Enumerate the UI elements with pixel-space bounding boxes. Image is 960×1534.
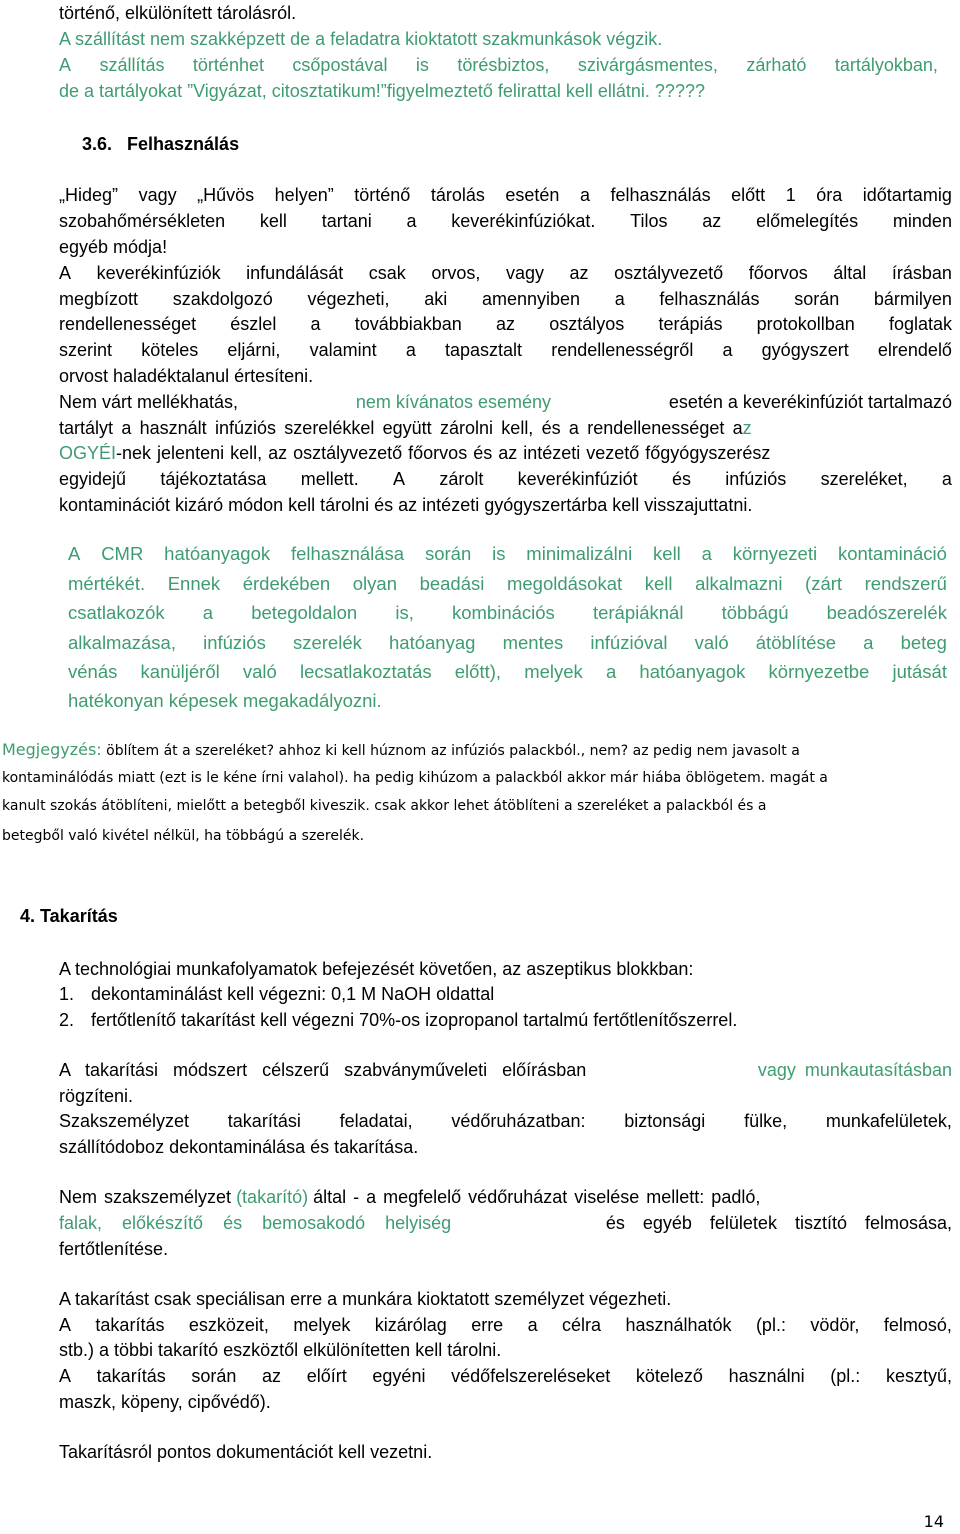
word: olyan	[352, 573, 397, 594]
word: beadószerelék	[826, 602, 947, 623]
word: helyen”	[274, 185, 334, 205]
word: rendszerű	[864, 573, 947, 594]
word: „Hideg”	[59, 185, 119, 205]
word: a	[863, 632, 874, 653]
word: amennyiben	[481, 289, 581, 309]
word: infúziós	[203, 632, 266, 653]
word: az	[262, 1366, 282, 1386]
text-span: által - a megfelelő védőruházat viselése mellett: padló,	[313, 1187, 761, 1207]
word: továbbiakban	[354, 314, 462, 334]
word: köteles	[141, 340, 199, 360]
word: (pl.:	[830, 1366, 861, 1386]
cmr-line: hatékonyan képesek megakadályozni.	[68, 690, 382, 711]
word: terápiáknál	[592, 602, 684, 623]
word: keverékinfúziók	[96, 263, 221, 283]
paragraph-line: A technológiai munkafolyamatok befejezését követően, az aszeptikus blokkban:	[59, 959, 694, 979]
word: esetén	[505, 185, 560, 205]
word: szivárgásmentes,	[577, 55, 718, 75]
word: hatóanyagok	[639, 661, 746, 682]
highlighted-text: z	[742, 418, 752, 438]
word: is	[492, 543, 506, 564]
word: érdekében	[242, 573, 331, 594]
word: használni	[728, 1366, 805, 1386]
word: tájékoztatása	[160, 469, 267, 489]
word: beadási	[419, 573, 485, 594]
note-label: Megjegyzés:	[2, 740, 102, 759]
word: Szakszemélyzet	[59, 1111, 190, 1131]
word: eljárni,	[227, 340, 281, 360]
word: takarítás	[96, 1366, 166, 1386]
word: protokollban	[756, 314, 855, 334]
word: az	[569, 263, 589, 283]
word: infúzióval	[590, 632, 668, 653]
word: tárolás	[430, 185, 485, 205]
text-span: esetén a keverékinfúziót tartalmazó	[668, 392, 952, 412]
word: észlel	[230, 314, 277, 334]
paragraph-line: kontaminációt kizáró módon kell tárolni és az intézeti gyógyszertárba kell visszajuttatni.	[59, 495, 753, 515]
paragraph-line	[59, 288, 952, 310]
word: mértékét.	[68, 573, 146, 594]
word: történő	[354, 185, 411, 205]
word: a	[941, 469, 952, 489]
word: a	[701, 543, 712, 564]
word: többágú	[721, 602, 789, 623]
word: orvos,	[431, 263, 481, 283]
note-text: öblítem át a szereléket? ahhoz ki kell húznom az infúziós palackból., nem? az pedig nem javasolt a	[106, 743, 800, 759]
word: való	[242, 661, 277, 682]
word: főorvos	[748, 263, 808, 283]
word: előmelegítés	[756, 211, 859, 231]
paragraph-line: A takarítást csak speciálisan erre a munkára kioktatott személyzet végezheti.	[59, 1289, 672, 1309]
section-heading: 3.6. Felhasználás	[82, 134, 240, 154]
word: kell	[259, 211, 287, 231]
paragraph-line	[59, 1186, 760, 1208]
paragraph-line: orvost haladéktalanul értesíteni.	[59, 366, 314, 386]
word: által	[833, 263, 867, 283]
text-span: és egyéb felületek tisztító felmosása,	[605, 1213, 952, 1233]
note-line: kanult szokás átöblíteni, mielőtt a betegből kiveszik. csak akkor lehet átöblíteni a szereléket a palackból és a	[2, 798, 767, 814]
word: vénás	[68, 661, 118, 682]
paragraph-line	[59, 391, 952, 413]
paragraph-line	[59, 1314, 952, 1336]
word: óra	[816, 185, 843, 205]
paragraph-line: rögzíteni.	[59, 1086, 134, 1106]
paragraph-line: stb.) a többi takarító eszköztől elkülönítetten kell tárolni.	[59, 1340, 502, 1360]
word: mentes	[502, 632, 564, 653]
text-span: tartályt a használt infúziós szerelékkel együtt zárolni kell, és a rendellenességet a	[59, 418, 743, 438]
text-line: A szállítást nem szakképzett de a feladatra kioktatott szakmunkások végzik.	[59, 29, 663, 49]
word: tartályokban,	[834, 55, 938, 75]
word: melyek	[293, 1315, 351, 1335]
word: felhasználása	[290, 543, 405, 564]
word: zárolt	[439, 469, 484, 489]
paragraph-line	[59, 1212, 952, 1234]
word: átöblítése	[755, 632, 836, 653]
word: történhet	[192, 55, 264, 75]
note-line	[2, 741, 800, 760]
word: felhasználás	[610, 185, 711, 205]
word: (pl.:	[755, 1315, 786, 1335]
word: végezheti,	[307, 289, 390, 309]
text-span: Nem várt mellékhatás,	[59, 392, 239, 412]
word: terápiás	[658, 314, 723, 334]
word: a	[527, 1315, 538, 1335]
paragraph-line	[59, 184, 952, 206]
word: a	[579, 185, 590, 205]
word: törésbiztos,	[457, 55, 550, 75]
word: A	[59, 55, 72, 75]
word: az	[496, 314, 516, 334]
paragraph-line: egyéb módja!	[59, 237, 168, 257]
word: felhasználás	[659, 289, 760, 309]
list-number: 1.	[59, 984, 75, 1004]
word: tartani	[321, 211, 372, 231]
word: való	[694, 632, 729, 653]
list-text: fertőtlenítő takarítást kell végezni 70%-os izopropanol tartalmú fertőtlenítőszerrel.	[91, 1010, 738, 1030]
word: a	[202, 602, 214, 623]
highlighted-text: nem kívánatos esemény	[355, 392, 551, 412]
paragraph-line: Takarításról pontos dokumentációt kell vezetni.	[59, 1442, 433, 1462]
word: tapasztalt	[445, 340, 523, 360]
word: időtartamig	[862, 185, 952, 205]
word: használhatók	[625, 1315, 732, 1335]
word: szereléket,	[820, 469, 908, 489]
word: a	[310, 314, 321, 334]
word: minden	[892, 211, 952, 231]
word: célra	[562, 1315, 602, 1335]
word: takarítási	[227, 1111, 301, 1131]
word: (zárt	[805, 573, 843, 594]
word: kötelező	[635, 1366, 703, 1386]
word: védőruházatban:	[451, 1111, 586, 1131]
text-span: -nek jelenteni kell, az osztályvezető főorvos és az intézeti vezető főgyógyszerész	[116, 443, 771, 463]
word: kontamináció	[837, 543, 947, 564]
word: beteg	[900, 632, 947, 653]
word: gyógyszert	[761, 340, 849, 360]
word: elrendelő	[877, 340, 952, 360]
word: szerint	[59, 340, 113, 360]
word: vödör,	[810, 1315, 860, 1335]
paragraph-line: szállítódoboz dekontaminálása és takarítása.	[59, 1137, 419, 1157]
word: zárható	[746, 55, 807, 75]
word: szerelék	[292, 632, 362, 653]
word: előtt	[731, 185, 766, 205]
cmr-line	[68, 573, 947, 595]
paragraph-line	[59, 417, 752, 439]
list-item	[59, 983, 494, 1005]
paragraph-line	[59, 468, 952, 490]
word: vagy	[138, 185, 177, 205]
section-heading: 4. Takarítás	[20, 906, 118, 926]
word: minimalizálni	[526, 543, 633, 564]
highlighted-text: (takarító)	[236, 1187, 309, 1207]
word: A	[59, 263, 72, 283]
word: az	[702, 211, 722, 231]
word: szobahőmérsékleten	[59, 211, 226, 231]
list-item	[59, 1009, 737, 1031]
word: eszközeit,	[188, 1315, 269, 1335]
word: egyidejű	[59, 469, 127, 489]
text-line: történő, elkülönített tárolásról.	[59, 3, 297, 23]
word: aki	[424, 289, 448, 309]
word: előírt	[306, 1366, 347, 1386]
word: előtt),	[454, 661, 502, 682]
word: kombinációs	[451, 602, 555, 623]
word: felmosó,	[883, 1315, 952, 1335]
word: alkalmazása,	[68, 632, 176, 653]
word: „Hűvös	[197, 185, 255, 205]
word: környezeti	[732, 543, 818, 564]
word: betegoldalon	[251, 602, 358, 623]
word: lecsatlakoztatás	[299, 661, 432, 682]
word: hatóanyag	[389, 632, 476, 653]
cmr-line	[68, 632, 947, 654]
word: feladatai,	[339, 1111, 413, 1131]
word: egyéni	[372, 1366, 426, 1386]
paragraph-line	[59, 339, 952, 361]
word: A	[393, 469, 406, 489]
page-number: 14	[923, 1512, 944, 1531]
word: rendellenességről	[551, 340, 694, 360]
text-span: A takarítási módszert célszerű szabványműveleti előírásban	[59, 1060, 587, 1080]
cmr-line	[68, 543, 947, 565]
word: jutását	[892, 661, 947, 682]
paragraph-line	[59, 1059, 952, 1081]
word: biztonsági	[624, 1111, 706, 1131]
word: kanüljéről	[140, 661, 220, 682]
word: Tilos	[630, 211, 668, 231]
word: fülke,	[744, 1111, 788, 1131]
word: valamint	[309, 340, 377, 360]
word: osztályos	[549, 314, 625, 334]
word: a	[406, 211, 417, 231]
word: a	[614, 289, 625, 309]
word: és	[671, 469, 691, 489]
word: védőfelszereléseket	[451, 1366, 611, 1386]
word: 1	[785, 185, 796, 205]
text-span: Nem szakszemélyzet	[59, 1187, 232, 1207]
word: A	[68, 543, 81, 564]
word: csőpostával	[292, 55, 388, 75]
highlighted-text: falak, előkészítő és bemosakodó helyiség	[59, 1213, 452, 1233]
word: alkalmazni	[695, 573, 783, 594]
word: foglatak	[888, 314, 952, 334]
word: írásban	[891, 263, 952, 283]
word: Ennek	[167, 573, 221, 594]
paragraph-line	[59, 1110, 952, 1132]
paragraph-line	[59, 262, 952, 284]
text-line	[59, 54, 938, 76]
word: kesztyű,	[885, 1366, 952, 1386]
note-line: kontaminálódás miatt (ezt is le kéne írni valahol). ha pedig kihúzom a palackból akkor már hiába öblögetem. magát a	[2, 770, 828, 786]
word: CMR	[101, 543, 144, 564]
word: bármilyen	[873, 289, 952, 309]
word: rendellenességet	[59, 314, 197, 334]
paragraph-line	[59, 1365, 952, 1387]
word: csatlakozók	[68, 602, 165, 623]
note-line: betegből való kivétel nélkül, ha többágú a szerelék.	[2, 828, 365, 844]
word: csak	[368, 263, 406, 283]
word: kell	[653, 543, 681, 564]
word: kizárólag	[374, 1315, 447, 1335]
paragraph-line	[59, 442, 770, 464]
word: során	[191, 1366, 237, 1386]
word: munkafelületek,	[825, 1111, 952, 1131]
word: A	[59, 1315, 72, 1335]
word: infundálását	[246, 263, 344, 283]
word: megbízott	[59, 289, 139, 309]
word: a	[405, 340, 416, 360]
word: mellett.	[300, 469, 359, 489]
word: is	[415, 55, 429, 75]
word: környezetbe	[768, 661, 870, 682]
word: takarítás	[95, 1315, 165, 1335]
word: során	[794, 289, 840, 309]
list-number: 2.	[59, 1010, 75, 1030]
word: szállítás	[99, 55, 165, 75]
highlighted-text: vagy munkautasításban	[757, 1060, 952, 1080]
word: infúziós	[725, 469, 787, 489]
word: szakdolgozó	[172, 289, 273, 309]
paragraph-line: fertőtlenítése.	[59, 1239, 169, 1259]
text-line: de a tartályokat ”Vigyázat, citosztatikum!”figyelmeztető felirattal kell ellátni. ?????	[59, 81, 705, 101]
cmr-line	[68, 661, 947, 683]
list-text: dekontaminálást kell végezni: 0,1 M NaOH oldattal	[91, 984, 495, 1004]
highlighted-text: OGYÉI	[59, 443, 117, 463]
word: hatóanyagok	[164, 543, 271, 564]
paragraph-line	[59, 313, 952, 335]
word: a	[722, 340, 733, 360]
word: is,	[395, 602, 414, 623]
cmr-line	[68, 602, 947, 624]
word: kell	[644, 573, 673, 594]
word: megoldásokat	[506, 573, 623, 594]
word: osztályvezető	[614, 263, 724, 283]
word: a	[605, 661, 617, 682]
word: A	[59, 1366, 72, 1386]
word: keverékinfúziót	[517, 469, 638, 489]
paragraph-line: maszk, köpeny, cipővédő).	[59, 1392, 271, 1412]
word: során	[424, 543, 472, 564]
word: melyek	[524, 661, 583, 682]
word: vagy	[505, 263, 544, 283]
paragraph-line	[59, 210, 952, 232]
word: erre	[471, 1315, 504, 1335]
word: keverékinfúziókat.	[451, 211, 596, 231]
